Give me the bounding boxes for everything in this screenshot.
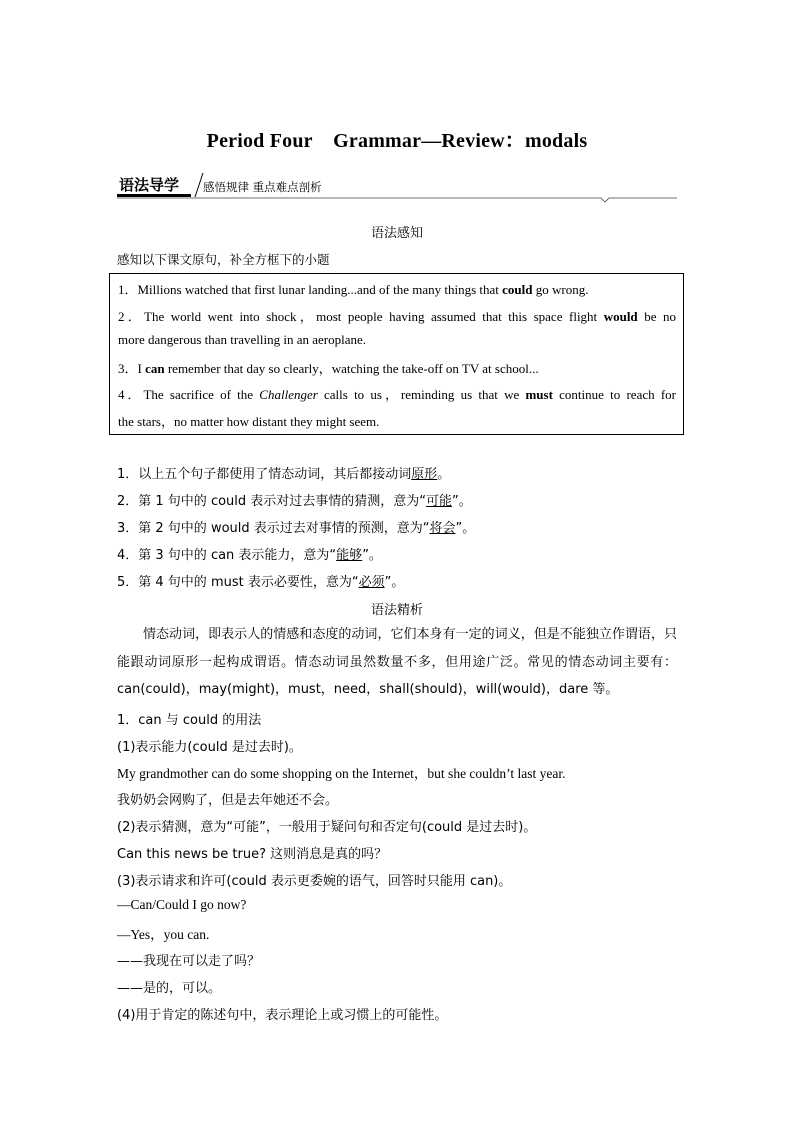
usage-1-ability: (1)表示能力(could 是过去时)。 bbox=[117, 740, 302, 755]
answer-line-5: 5．第 4 句中的 must 表示必要性，意为“必须”。 bbox=[117, 575, 405, 590]
example-cn-1: 我奶奶会网购了，但是去年她还不会。 bbox=[117, 793, 339, 808]
banner-tag: 语法导学 bbox=[119, 176, 180, 194]
section-heading-perception: 语法感知 bbox=[370, 226, 423, 241]
answer-line-4: 4．第 3 句中的 can 表示能力，意为“能够”。 bbox=[117, 548, 382, 563]
intro-paragraph: 情态动词，即表示人的情感和态度的动词，它们本身有一定的词义，但是不能独立作谓语，只能跟动词原形一起构成谓语。情态动词虽然数量不多，但用途广泛。常见的情态动词主要有：can(could)，may(might)，must，need，shall(should)，will(would)，dare 等。 bbox=[117, 627, 677, 697]
answer-line-2: 2．第 1 句中的 could 表示对过去事情的猜测，意为“可能”。 bbox=[117, 494, 472, 509]
example-sentence-4-cont: the stars，no matter how distant they might seem. bbox=[118, 414, 380, 429]
example-sentence-1: 1．Millions watched that first lunar landing...and of the many things that could go wrong. bbox=[118, 282, 589, 297]
example-sentence-2-cont: more dangerous than travelling in an aeroplane. bbox=[118, 332, 366, 347]
example-en-1: My grandmother can do some shopping on the Internet，but she couldn’t last year. bbox=[117, 766, 566, 781]
dialog-question-en: —Can/Could I go now? bbox=[117, 897, 247, 912]
usage-4-possibility: (4)用于肯定的陈述句中，表示理论上或习惯上的可能性。 bbox=[117, 1008, 448, 1023]
dialog-answer-cn: ——是的，可以。 bbox=[117, 981, 222, 996]
page-title: Period Four Grammar—Review：modals bbox=[206, 130, 588, 152]
dialog-answer-en: —Yes，you can. bbox=[117, 927, 210, 942]
answer-line-1: 1．以上五个句子都使用了情态动词，其后都接动词原形。 bbox=[117, 467, 451, 482]
dialog-question-cn: ——我现在可以走了吗？ bbox=[117, 954, 261, 969]
banner-subtitle: 感悟规律 重点难点剖析 bbox=[203, 180, 322, 194]
section-heading-analysis: 语法精析 bbox=[370, 603, 423, 618]
subsection-heading-can-could: 1．can 与 could 的用法 bbox=[117, 713, 262, 728]
section-banner bbox=[117, 172, 677, 202]
example-sentences-box bbox=[109, 273, 684, 435]
answer-line-3: 3．第 2 句中的 would 表示过去对事情的预测，意为“将会”。 bbox=[117, 521, 476, 536]
example-sentence-4: 4．The sacrifice of the Challenger calls to us，reminding us that we must continue to reach for bbox=[118, 387, 676, 402]
instruction-text: 感知以下课文原句，补全方框下的小题 bbox=[117, 252, 330, 267]
example-mixed-2: Can this news be true? 这则消息是真的吗？ bbox=[117, 847, 388, 862]
banner-rule bbox=[117, 197, 677, 203]
example-sentence-2: 2．The world went into shock，most people having assumed that this space flight would be no bbox=[118, 309, 676, 324]
example-sentence-3: 3．I can remember that day so clearly，watching the take-off on TV at school... bbox=[118, 361, 539, 376]
usage-2-guess: (2)表示猜测，意为“可能”，一般用于疑问句和否定句(could 是过去时)。 bbox=[117, 820, 537, 835]
usage-3-request: (3)表示请求和许可(could 表示更委婉的语气，回答时只能用 can)。 bbox=[117, 874, 512, 889]
